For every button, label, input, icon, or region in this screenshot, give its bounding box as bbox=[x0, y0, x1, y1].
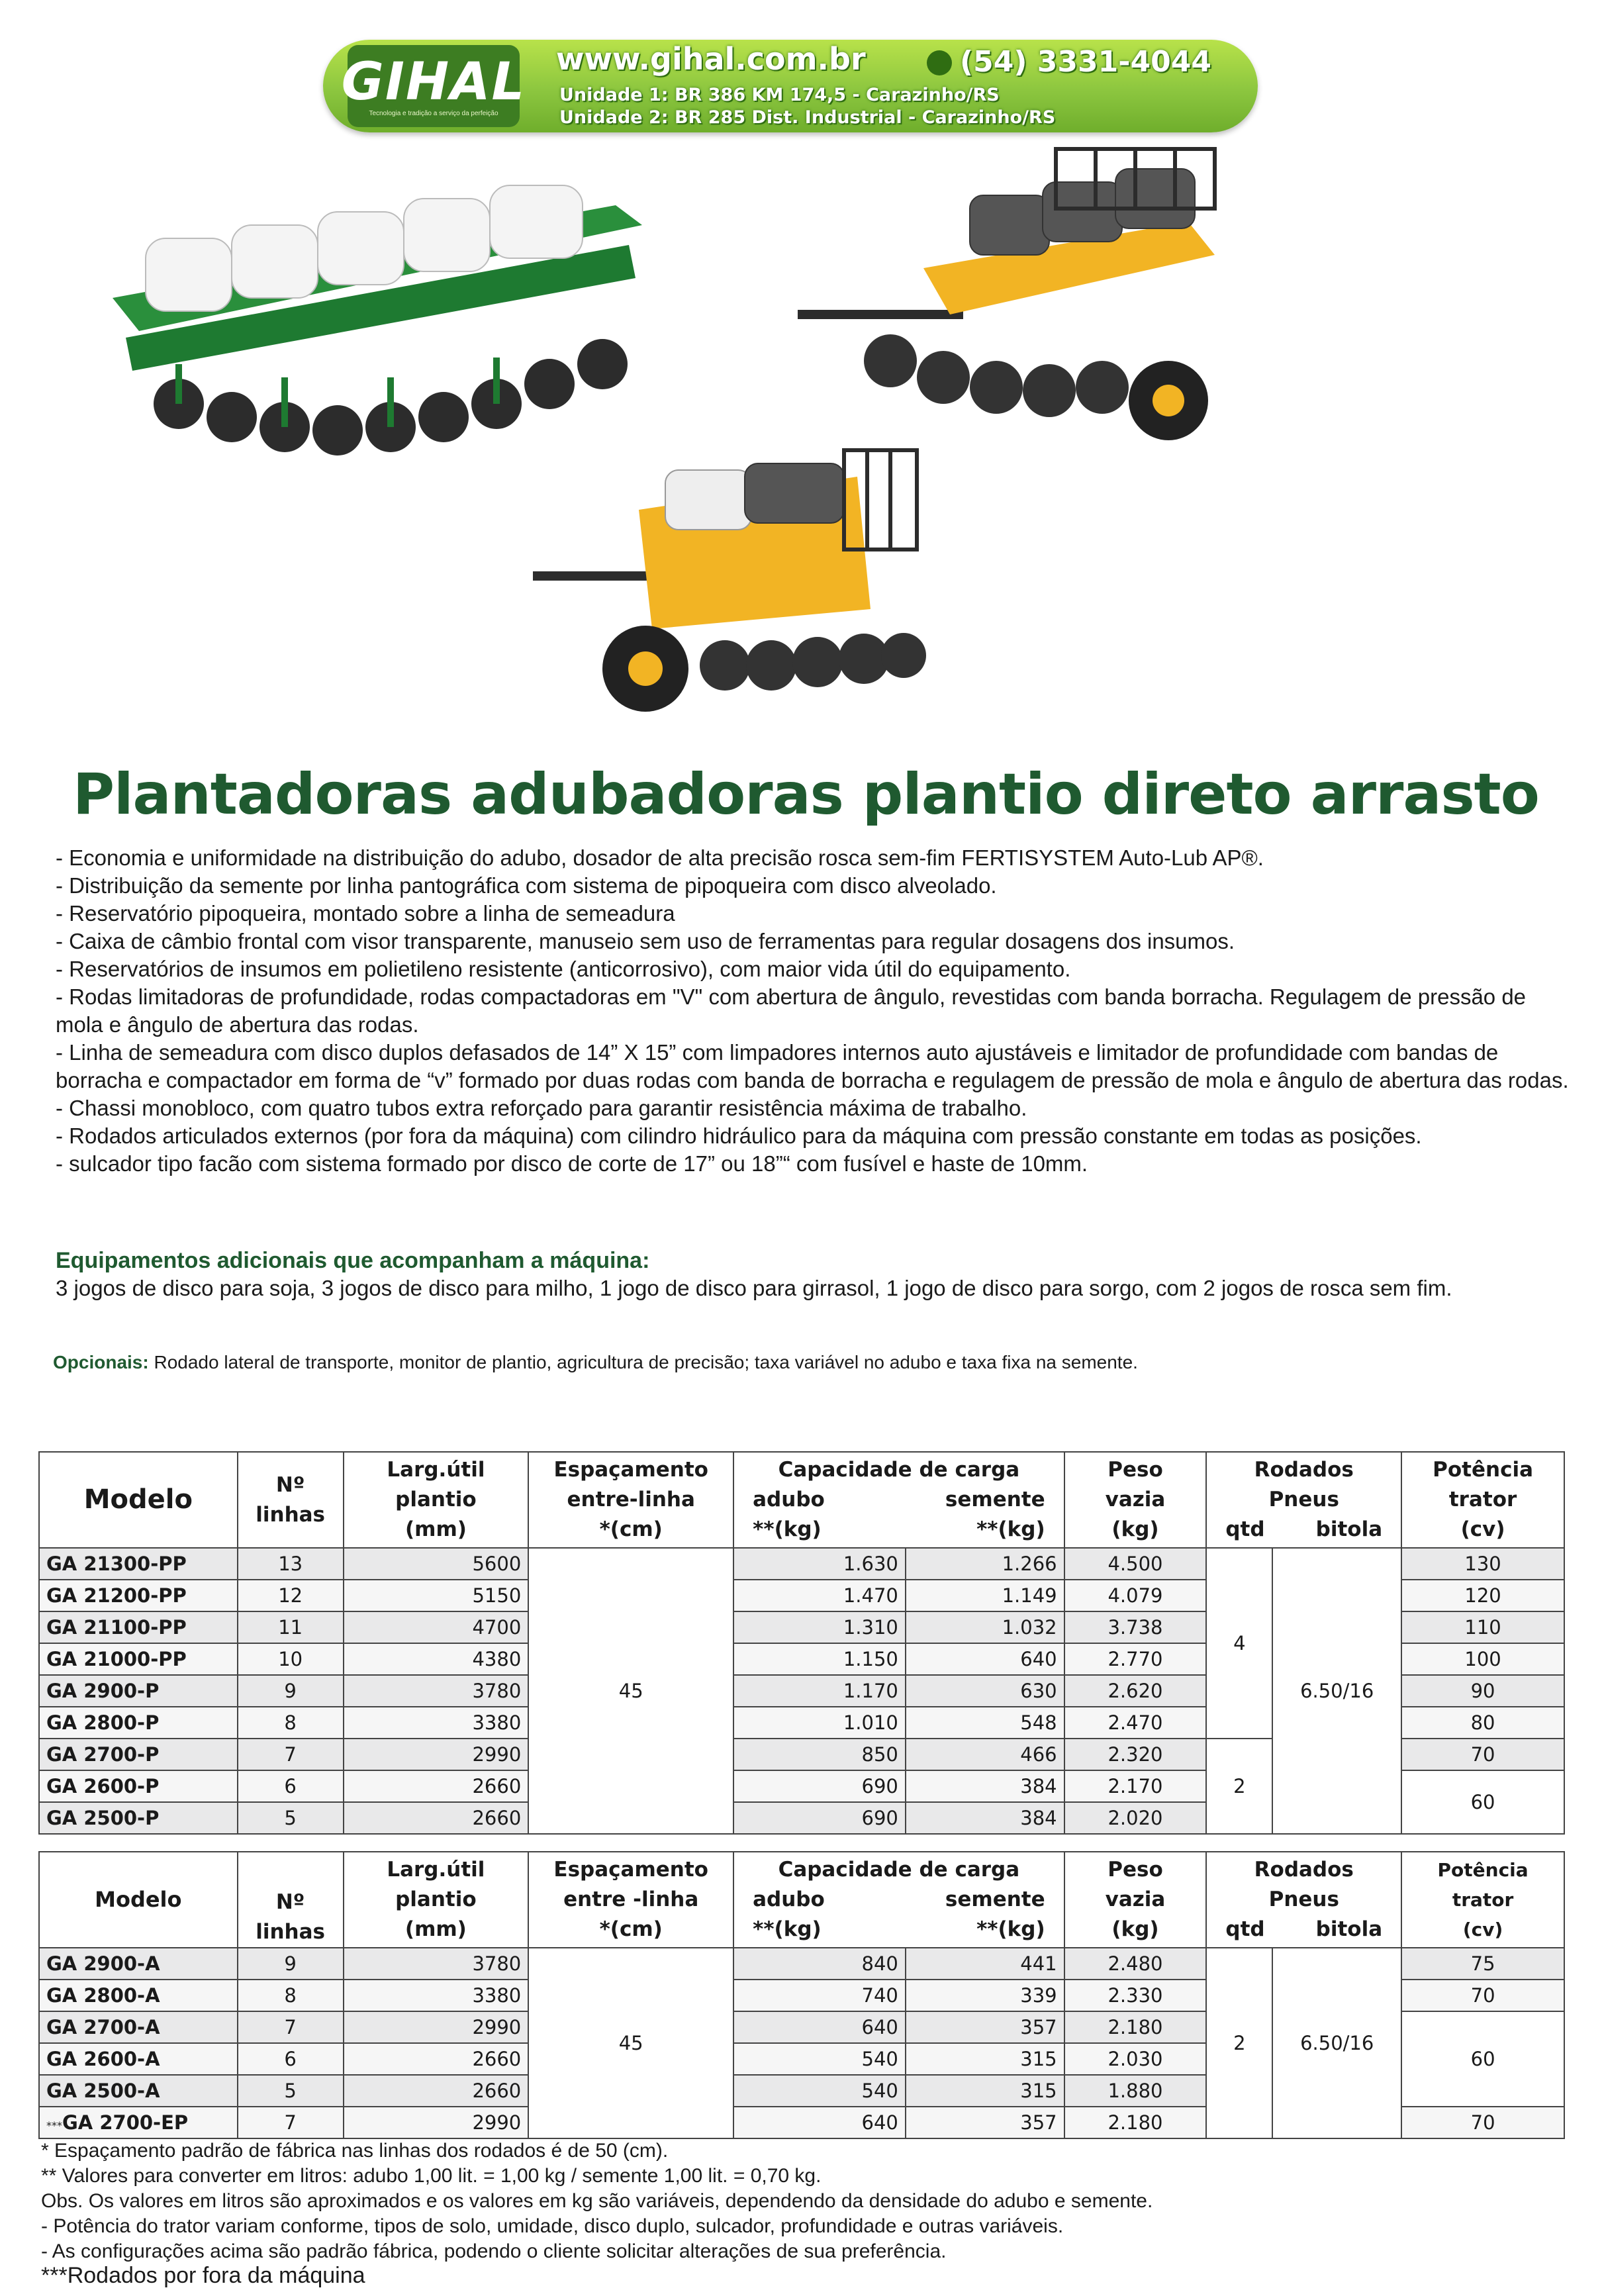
table-cell: GA 2500-A bbox=[39, 2075, 238, 2107]
table-row bbox=[39, 1548, 1564, 1580]
page-title: Plantadoras adubadoras plantio direto arrasto bbox=[73, 761, 1539, 828]
table-cell: 10 bbox=[238, 1643, 344, 1675]
table-cell: GA 2500-P bbox=[39, 1802, 238, 1834]
table-cell: 640 bbox=[733, 2107, 906, 2138]
equipment-heading: Equipamentos adicionais que acompanham a máquina: bbox=[56, 1248, 650, 1273]
table-cell: 11 bbox=[238, 1611, 344, 1643]
table-cell: 100 bbox=[1401, 1643, 1564, 1675]
phone-number[interactable]: (54) 3331-4044 bbox=[960, 45, 1211, 79]
final-note: ***Rodados por fora da máquina bbox=[41, 2263, 365, 2288]
table-cell: 120 bbox=[1401, 1580, 1564, 1611]
table-cell: 315 bbox=[906, 2043, 1064, 2075]
table-cell: 840 bbox=[733, 1948, 906, 1980]
bitola-merged: 6.50/16 bbox=[1272, 1948, 1401, 2138]
table-cell: 110 bbox=[1401, 1611, 1564, 1643]
feature-item: - Distribuição da semente por linha pantográfica com sistema de pipoqueira com disco alveolado. bbox=[56, 873, 997, 898]
logo-tagline: Tecnologia e tradição a serviço da perfeição bbox=[369, 109, 498, 117]
table-cell: 2.180 bbox=[1064, 2107, 1207, 2138]
table-cell: 690 bbox=[733, 1770, 906, 1802]
table-cell: 740 bbox=[733, 1980, 906, 2011]
col-peso: Peso vazia (kg) bbox=[1064, 1452, 1207, 1548]
table-cell: 2.180 bbox=[1064, 2011, 1207, 2043]
table-cell: 130 bbox=[1401, 1548, 1564, 1580]
logo-text: GIHAL bbox=[341, 52, 526, 112]
feature-item: - sulcador tipo facão com sistema formado por disco de corte de 17” ou 18”“ com fusível e haste de 10mm. bbox=[56, 1151, 1088, 1176]
table-cell: 3380 bbox=[344, 1980, 529, 2011]
footnote: * Espaçamento padrão de fábrica nas linhas dos rodados é de 50 (cm). bbox=[41, 2140, 669, 2162]
rodados-qtd: 2 bbox=[1206, 1948, 1272, 2138]
table-cell: 7 bbox=[238, 2107, 344, 2138]
table-cell: 70 bbox=[1401, 2107, 1564, 2138]
table-cell: 384 bbox=[906, 1770, 1064, 1802]
col-capacidade: Capacidade de carga adubo semente **(kg) **(kg) bbox=[733, 1852, 1064, 1948]
optionals-label: Opcionais: bbox=[53, 1352, 149, 1372]
table-cell: 1.310 bbox=[733, 1611, 906, 1643]
table-cell: GA 2800-P bbox=[39, 1707, 238, 1739]
col-rodados: Rodados Pneus qtd bitola bbox=[1206, 1852, 1401, 1948]
spec-table-pp bbox=[38, 1451, 1565, 1835]
feature-item: - Economia e uniformidade na distribuição do adubo, dosador de alta precisão rosca sem-fim FERTISYSTEM Auto-Lub AP®. bbox=[56, 845, 1264, 870]
green-planter-image bbox=[73, 166, 649, 483]
feature-list bbox=[56, 844, 1578, 1178]
table-cell: 3380 bbox=[344, 1707, 529, 1739]
feature-item: - Linha de semeadura com disco duplos defasados de 14” X 15” com limpadores internos auto ajustáveis e limitador de profundidade com bandas de borracha e compactador em forma de “v” formado por duas rodas com banda de borracha e regulagem de pressão de mola e ângulo de abertura das rodas. bbox=[56, 1040, 1569, 1092]
table-cell: 7 bbox=[238, 1739, 344, 1770]
table-cell: 2.170 bbox=[1064, 1770, 1207, 1802]
table-cell: 1.170 bbox=[733, 1675, 906, 1707]
table-cell: 8 bbox=[238, 1707, 344, 1739]
table-cell: 9 bbox=[238, 1948, 344, 1980]
table-cell: GA 21300-PP bbox=[39, 1548, 238, 1580]
col-linhas: Nº linhas bbox=[238, 1452, 344, 1548]
espacamento-merged: 45 bbox=[528, 1548, 733, 1834]
table-cell: GA 2700-A bbox=[39, 2011, 238, 2043]
footnotes bbox=[41, 2138, 1153, 2264]
table-cell: 2990 bbox=[344, 1739, 529, 1770]
table-cell: 441 bbox=[906, 1948, 1064, 1980]
table-cell: 5 bbox=[238, 1802, 344, 1834]
table-cell: 5 bbox=[238, 2075, 344, 2107]
table-cell: 1.032 bbox=[906, 1611, 1064, 1643]
table-cell: 357 bbox=[906, 2107, 1064, 2138]
table-cell: GA 2700-P bbox=[39, 1739, 238, 1770]
table-cell: GA 21200-PP bbox=[39, 1580, 238, 1611]
table-cell: 75 bbox=[1401, 1948, 1564, 1980]
table-cell: 1.880 bbox=[1064, 2075, 1207, 2107]
table-cell: GA 21000-PP bbox=[39, 1643, 238, 1675]
table-cell: 548 bbox=[906, 1707, 1064, 1739]
col-rodados: Rodados Pneus qtd bitola bbox=[1206, 1452, 1401, 1548]
table-cell: 5600 bbox=[344, 1548, 529, 1580]
table-cell: GA 2800-A bbox=[39, 1980, 238, 2011]
optionals-text: Rodado lateral de transporte, monitor de plantio, agricultura de precisão; taxa variável no adubo e taxa fixa na semente. bbox=[148, 1352, 1138, 1372]
feature-item: - Chassi monobloco, com quatro tubos extra reforçado para garantir resistência máxima de trabalho. bbox=[56, 1096, 1027, 1120]
table-cell: 2660 bbox=[344, 2075, 529, 2107]
col-modelo: Modelo bbox=[39, 1852, 238, 1948]
compact-planter-image bbox=[526, 437, 937, 722]
table-cell: 70 bbox=[1401, 1739, 1564, 1770]
table-cell: 3780 bbox=[344, 1948, 529, 1980]
table-cell: 2990 bbox=[344, 2107, 529, 2138]
table-cell: 2.480 bbox=[1064, 1948, 1207, 1980]
footnote: - As configurações acima são padrão fábrica, podendo o cliente solicitar alterações de sua preferência. bbox=[41, 2240, 947, 2262]
table-cell: 2.030 bbox=[1064, 2043, 1207, 2075]
rodados-qtd-2: 2 bbox=[1206, 1739, 1272, 1834]
table-cell: 2660 bbox=[344, 1802, 529, 1834]
potencia-merged: 60 bbox=[1401, 1770, 1564, 1834]
feature-item: - Rodas limitadoras de profundidade, rodas compactadoras em "V" com abertura de ângulo, revestidas com banda borracha. Regulagem de pressão de mola e ângulo de abertura das rodas. bbox=[56, 984, 1527, 1037]
table-cell: 2.620 bbox=[1064, 1675, 1207, 1707]
feature-item: - Reservatório pipoqueira, montado sobre a linha de semeadura bbox=[56, 901, 675, 926]
table-cell: 4.500 bbox=[1064, 1548, 1207, 1580]
rodados-qtd-4: 4 bbox=[1206, 1548, 1272, 1739]
col-espacamento: Espaçamento entre-linha *(cm) bbox=[528, 1452, 733, 1548]
col-potencia: Potência trator (cv) bbox=[1401, 1852, 1564, 1948]
table-cell: 1.150 bbox=[733, 1643, 906, 1675]
table-cell: 357 bbox=[906, 2011, 1064, 2043]
table-row bbox=[39, 1948, 1564, 1980]
table-cell: 1.266 bbox=[906, 1548, 1064, 1580]
table-cell: 1.010 bbox=[733, 1707, 906, 1739]
table-cell: 4380 bbox=[344, 1643, 529, 1675]
table-cell: 2660 bbox=[344, 2043, 529, 2075]
col-largura: Larg.útil plantio (mm) bbox=[344, 1452, 529, 1548]
table-cell: 850 bbox=[733, 1739, 906, 1770]
spec-table-a bbox=[38, 1851, 1565, 2139]
table-cell: 13 bbox=[238, 1548, 344, 1580]
feature-item: - Reservatórios de insumos em polietileno resistente (anticorrosivo), com maior vida útil do equipamento. bbox=[56, 957, 1071, 981]
table-cell: 4.079 bbox=[1064, 1580, 1207, 1611]
table-cell: GA 2900-P bbox=[39, 1675, 238, 1707]
company-logo bbox=[341, 45, 526, 127]
equipment-text: 3 jogos de disco para soja, 3 jogos de disco para milho, 1 jogo de disco para girrasol, 1 jogo de disco para sorgo, com 2 jogos de rosca sem fim. bbox=[56, 1276, 1452, 1300]
table-cell: 540 bbox=[733, 2043, 906, 2075]
col-linhas: Nº linhas bbox=[238, 1852, 344, 1948]
potencia-merged: 60 bbox=[1401, 2011, 1564, 2107]
table-cell: 9 bbox=[238, 1675, 344, 1707]
footnote: - Potência do trator variam conforme, tipos de solo, umidade, disco duplo, sulcador, profundidade e outras variáveis. bbox=[41, 2215, 1064, 2237]
table-cell: 384 bbox=[906, 1802, 1064, 1834]
table-cell: 2.020 bbox=[1064, 1802, 1207, 1834]
feature-item: - Caixa de câmbio frontal com visor transparente, manuseio sem uso de ferramentas para regular dosagens dos insumos. bbox=[56, 929, 1235, 953]
table-cell: 8 bbox=[238, 1980, 344, 2011]
feature-item: - Rodados articulados externos (por fora da máquina) com cilindro hidráulico para da máquina com pressão constante em todas as posições. bbox=[56, 1124, 1422, 1148]
espacamento-merged: 45 bbox=[528, 1948, 733, 2138]
table-cell: 1.149 bbox=[906, 1580, 1064, 1611]
table-cell: 6 bbox=[238, 1770, 344, 1802]
table-cell: 5150 bbox=[344, 1580, 529, 1611]
table-cell: 339 bbox=[906, 1980, 1064, 2011]
table-cell: 2.330 bbox=[1064, 1980, 1207, 2011]
footnote: ** Valores para converter em litros: adubo 1,00 lit. = 1,00 kg / semente 1,00 lit. = 0,70 kg. bbox=[41, 2165, 822, 2187]
table-cell: 3780 bbox=[344, 1675, 529, 1707]
table-cell: 70 bbox=[1401, 1980, 1564, 2011]
table-cell: 690 bbox=[733, 1802, 906, 1834]
col-capacidade: Capacidade de carga adubo semente **(kg) **(kg) bbox=[733, 1452, 1064, 1548]
table-cell: 640 bbox=[906, 1643, 1064, 1675]
table-cell: 640 bbox=[733, 2011, 906, 2043]
website-link[interactable]: www.gihal.com.br bbox=[556, 41, 866, 77]
table-cell: 540 bbox=[733, 2075, 906, 2107]
table-cell: 2.770 bbox=[1064, 1643, 1207, 1675]
table-cell: GA 2600-P bbox=[39, 1770, 238, 1802]
footnote: Obs. Os valores em litros são aproximados e os valores em kg são variáveis, dependendo da densidade do adubo e semente. bbox=[41, 2190, 1153, 2212]
table-cell: 90 bbox=[1401, 1675, 1564, 1707]
address-unit-1: Unidade 1: BR 386 KM 174,5 - Carazinho/RS bbox=[559, 85, 1000, 105]
table-cell: 2.320 bbox=[1064, 1739, 1207, 1770]
col-potencia: Potência trator (cv) bbox=[1401, 1452, 1564, 1548]
table-cell: GA 2900-A bbox=[39, 1948, 238, 1980]
col-largura: Larg.útil plantio (mm) bbox=[344, 1852, 529, 1948]
table-cell: 4700 bbox=[344, 1611, 529, 1643]
table-cell: 630 bbox=[906, 1675, 1064, 1707]
table-cell: ***GA 2700-EP bbox=[39, 2107, 238, 2138]
table-cell: 7 bbox=[238, 2011, 344, 2043]
table-cell: 315 bbox=[906, 2075, 1064, 2107]
col-espacamento: Espaçamento entre -linha *(cm) bbox=[528, 1852, 733, 1948]
bitola-merged: 6.50/16 bbox=[1272, 1548, 1401, 1834]
table-cell: 1.470 bbox=[733, 1580, 906, 1611]
table-cell: 12 bbox=[238, 1580, 344, 1611]
address-unit-2: Unidade 2: BR 285 Dist. Industrial - Carazinho/RS bbox=[559, 107, 1056, 128]
table-cell: 1.630 bbox=[733, 1548, 906, 1580]
table-cell: GA 21100-PP bbox=[39, 1611, 238, 1643]
table-cell: 80 bbox=[1401, 1707, 1564, 1739]
yellow-planter-image bbox=[791, 142, 1248, 454]
table-cell: 2660 bbox=[344, 1770, 529, 1802]
table-cell: GA 2600-A bbox=[39, 2043, 238, 2075]
table-cell: 2.470 bbox=[1064, 1707, 1207, 1739]
table-cell: 2990 bbox=[344, 2011, 529, 2043]
table-cell: 3.738 bbox=[1064, 1611, 1207, 1643]
optionals bbox=[53, 1352, 1138, 1373]
col-peso: Peso vazia (kg) bbox=[1064, 1852, 1207, 1948]
table-cell: 6 bbox=[238, 2043, 344, 2075]
col-modelo: Modelo bbox=[39, 1452, 238, 1548]
table-cell: 466 bbox=[906, 1739, 1064, 1770]
